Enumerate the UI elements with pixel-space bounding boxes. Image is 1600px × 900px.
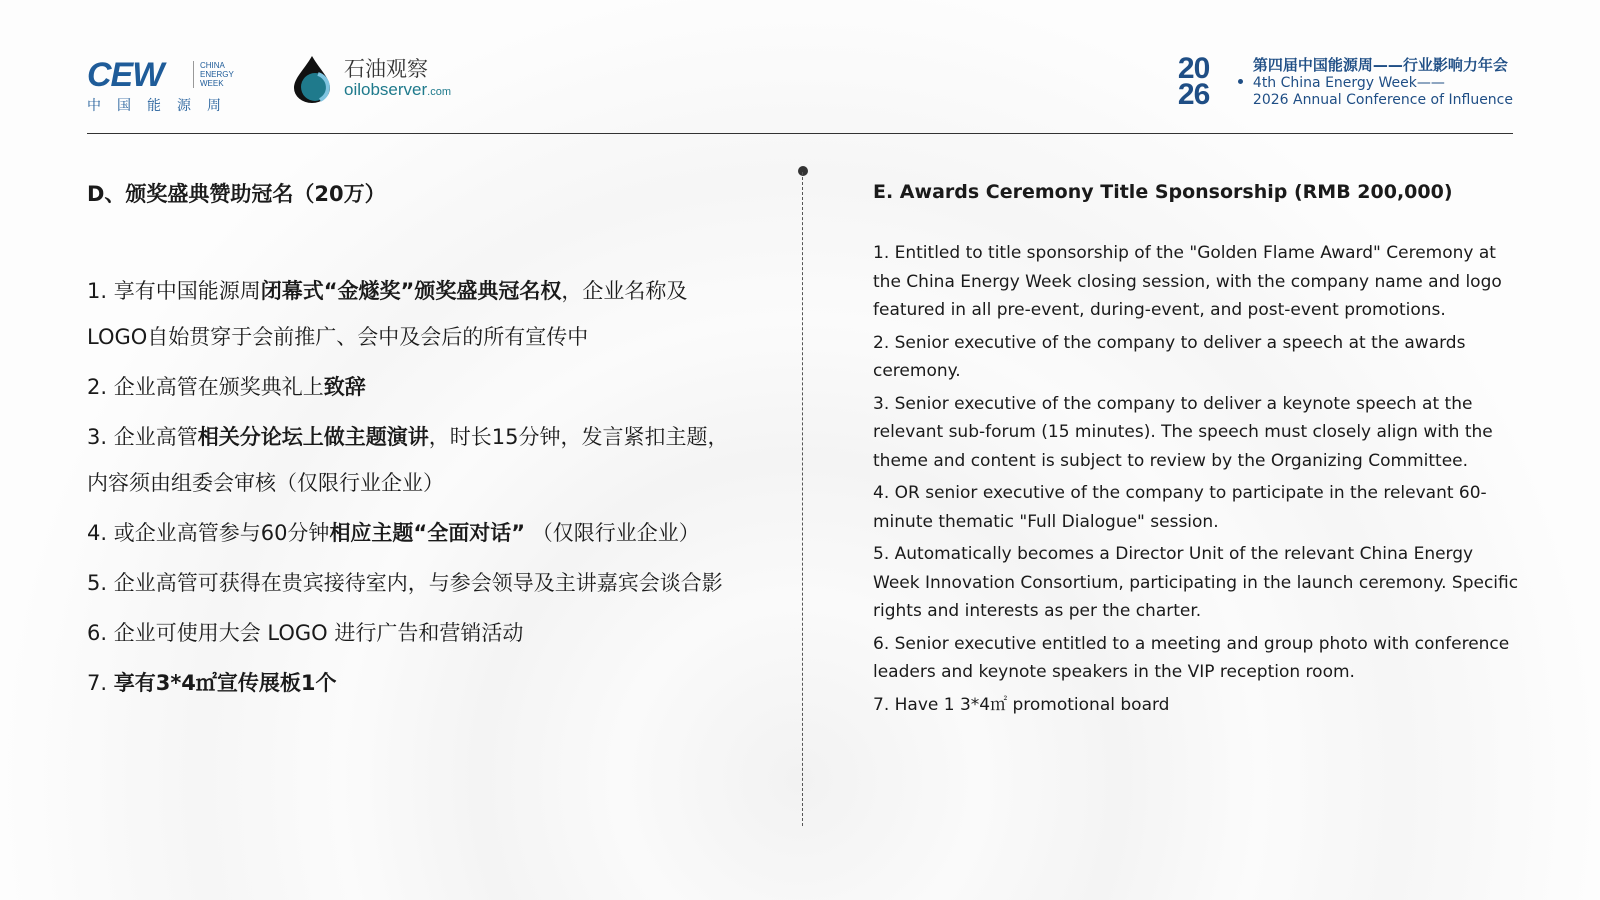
- list-item: [87, 364, 737, 410]
- list-item: [87, 268, 737, 360]
- list-item: 1. Entitled to title sponsorship of the "Golden Flame Award" Ceremony at the China Energy Week closing session, with the company name and logo featured in all pre-event, during-event, and post-event promotions.: [873, 243, 1502, 320]
- oilobserver-logo: [290, 54, 451, 104]
- text: （仅限行业企业）: [525, 521, 700, 545]
- divider-dot: [798, 166, 808, 176]
- event-logo: [1177, 51, 1513, 111]
- list-item: [87, 414, 737, 506]
- list-item: 4. OR senior executive of the company to participate in the relevant 60-minute thematic "Full Dialogue" session.: [873, 483, 1487, 532]
- bold-text: 致辞: [323, 375, 366, 399]
- year-mark: [1177, 51, 1234, 111]
- text: 2. 企业高管在颁奖典礼上: [87, 375, 324, 399]
- event-title-cn: 第四届中国能源周——行业影响力年会: [1252, 56, 1508, 74]
- list-item: [87, 510, 737, 556]
- bold-text: 相关分论坛上做主题演讲: [197, 425, 429, 449]
- text: ，时长15分钟，发言紧扣主题，内容须由组委会审核（仅限行业企业）: [87, 425, 729, 495]
- list-item: [87, 560, 737, 606]
- text: 6. 企业可使用大会 LOGO 进行广告和营销活动: [87, 621, 524, 645]
- oil-drop-icon: [290, 54, 334, 104]
- bold-text: 相应主题“全面对话”: [329, 521, 526, 545]
- text: 1. 享有中国能源周: [87, 279, 261, 303]
- list-item: 3. Senior executive of the company to deliver a keynote speech at the relevant sub-forum (15 minutes). The speech must closely align with the theme and content is subject to review by the Organizing Committee.: [873, 393, 1493, 471]
- year-bottom: 26: [1177, 77, 1210, 111]
- cew-logo-text: CEW: [87, 56, 164, 94]
- text: 7.: [87, 671, 114, 695]
- oil-logo-en: oilobserver: [344, 80, 428, 99]
- bold-text: 闭幕式“金燧奖”颁奖盛典冠名权: [260, 279, 562, 303]
- english-column: [873, 181, 1523, 723]
- oil-logo-cn: 石油观察: [344, 57, 428, 81]
- list-item: [87, 660, 737, 706]
- list-item: 5. Automatically becomes a Director Unit of the relevant China Energy Week Innovation Consortium, participating in the launch ceremony. Specific rights and interests as per the charter.: [873, 544, 1519, 621]
- event-title-en-2: 2026 Annual Conference of Influence: [1252, 92, 1513, 108]
- text: 4. 或企业高管参与60分钟: [87, 521, 330, 545]
- text: 5. 企业高管可获得在贵宾接待室内，与参会领导及主讲嘉宾会谈合影: [87, 571, 723, 595]
- section-title-en: E. Awards Ceremony Title Sponsorship (RMB 200,000): [873, 181, 1453, 203]
- oil-logo-suffix: .com: [427, 86, 451, 98]
- text: 3. 企业高管: [87, 425, 198, 449]
- list-item: [87, 610, 737, 656]
- cew-logo: [87, 56, 237, 115]
- list-item: 7. Have 1 3*4㎡ promotional board: [873, 694, 1170, 715]
- header: [87, 50, 1513, 134]
- dot-icon: [1238, 79, 1243, 84]
- year-top: 20: [1177, 51, 1210, 85]
- list-item: 2. Senior executive of the company to deliver a speech at the awards ceremony.: [873, 332, 1466, 381]
- list-item: 6. Senior executive entitled to a meeting and group photo with conference leaders and keynote speakers in the VIP reception room.: [873, 633, 1510, 682]
- column-divider: [802, 172, 803, 826]
- chinese-column: [87, 178, 737, 710]
- section-title-cn: D、颁奖盛典赞助冠名（20万）: [87, 182, 386, 206]
- cew-logo-sub: CHINA ENERGY WEEK: [193, 61, 253, 88]
- text: ，企业名称及LOGO自始贯穿于会前推广、会中及会后的所有宣传中: [87, 279, 688, 349]
- cew-logo-cn: 中国能源周: [87, 98, 237, 114]
- bold-text: 享有3*4㎡宣传展板1个: [113, 671, 337, 695]
- event-title-en-1: 4th China Energy Week——: [1252, 75, 1445, 91]
